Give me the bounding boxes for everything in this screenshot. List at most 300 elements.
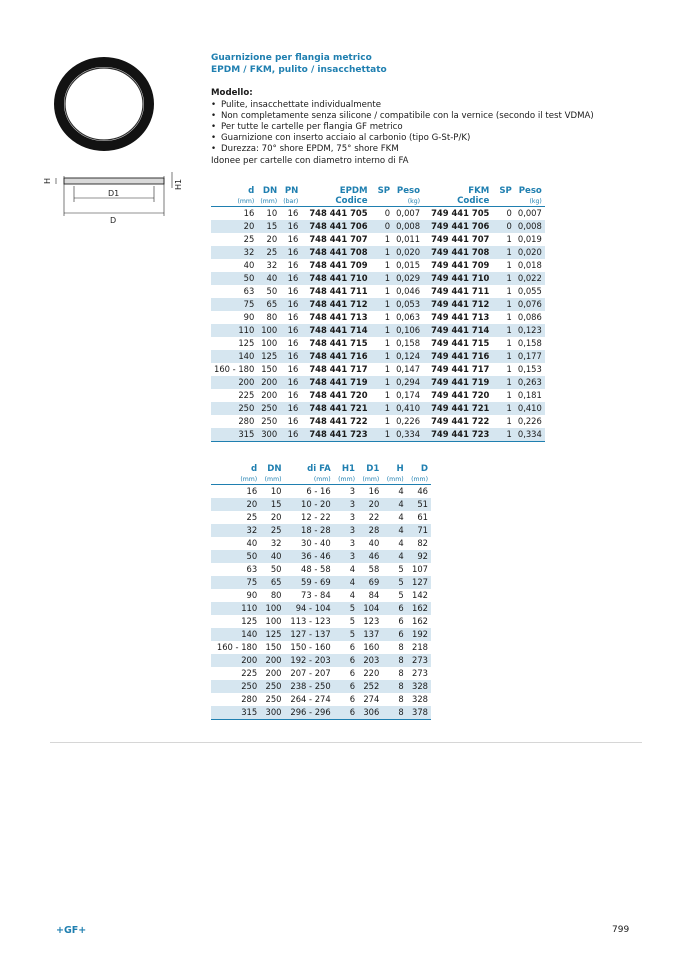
table-cell: 748 441 720 [309,390,368,400]
table-cell: 0,019 [517,234,542,244]
table-cell: 4 [349,564,356,574]
table-cell: 16 [280,350,301,363]
table-cell: 264 - 274 [290,694,331,704]
table-cell: 748 441 711 [309,286,368,296]
table-cell: 150 - 160 [290,642,331,652]
table-cell: 6 [349,642,356,652]
table-cell: 225 [241,668,258,678]
table-cell: 63 [246,564,258,574]
table-cell: 0,020 [393,246,423,259]
table-cell: 160 - 180 [214,364,255,374]
col-header: D [420,464,428,474]
col-header: D1 [366,464,380,474]
table-cell: 203 [358,654,382,667]
table-cell: 6 [334,680,358,693]
table-cell: 0,020 [515,246,545,259]
table-row [211,298,545,311]
table-cell: 250 [211,402,257,415]
table-cell: 200 [261,390,278,400]
table-row [211,550,431,563]
table-cell: 4 [349,590,356,600]
table-cell: 1 [506,312,512,322]
codes-table-units [211,197,545,207]
table-row [211,350,545,363]
model-bullets [211,100,594,155]
table-cell: 127 [407,576,431,589]
table-cell: 150 [265,642,282,652]
table-cell: 110 [211,602,260,615]
table-cell: 200 [211,376,257,389]
table-cell: 748 441 719 [301,376,371,389]
table-cell: 192 - 203 [285,654,334,667]
table-cell: 100 [265,616,282,626]
table-row [211,207,545,221]
table-cell: 100 [261,338,278,348]
table-cell: 0,015 [396,260,421,270]
table-cell: 140 [211,628,260,641]
table-cell: 0,177 [515,350,545,363]
table-cell: 749 441 717 [431,364,490,374]
table-row [211,576,431,589]
table-cell: 0,181 [517,390,542,400]
dimensions-table-units [211,475,431,485]
table-cell: 65 [257,298,280,311]
table-cell: 5 [334,628,358,641]
table-cell: 328 [407,680,431,693]
table-cell: 6 [334,654,358,667]
table-cell: 16 [280,376,301,389]
table-cell: 75 [211,298,257,311]
table-cell: 36 - 46 [285,550,334,563]
table-row [211,402,545,415]
table-cell: 8 [398,694,404,704]
table-cell: 218 [412,642,428,652]
table-cell: 200 [260,654,284,667]
table-row [211,428,545,442]
table-row [211,324,545,337]
table-cell: 16 [280,298,301,311]
table-cell: 3 [349,512,356,522]
table-row [211,511,431,524]
table-row [211,337,545,350]
table-cell: 6 [349,668,356,678]
table-row [211,485,431,499]
table-cell: 1 [384,390,391,400]
table-cell: 5 [349,616,356,626]
table-cell: 16 [246,486,258,496]
table-cell: 50 [211,550,260,563]
col-unit: (mm) [382,475,406,485]
table-cell: 749 441 708 [423,246,493,259]
product-title-line1: Guarnizione per flangia metrico [211,53,372,63]
table-cell: 300 [260,706,284,720]
table-cell: 296 - 296 [285,706,334,720]
table-cell: 273 [407,654,431,667]
table-cell: 0,007 [517,208,542,218]
table-row [211,706,431,720]
model-description [211,88,594,167]
table-cell: 1 [372,272,394,285]
table-cell: 32 [270,538,282,548]
table-cell: 238 - 250 [285,680,334,693]
table-cell: 113 - 123 [290,616,331,626]
table-cell: 200 [257,376,280,389]
table-cell: 4 [382,550,406,563]
dimensions-table-body [211,485,431,720]
table-cell: 250 [211,680,260,693]
model-bullet: • Guarnizione con inserto acciaio al carbonio (tipo G-St-P/K) [211,133,594,144]
table-cell: 75 [211,576,260,589]
table-cell: 250 [265,694,282,704]
table-cell: 1 [493,324,515,337]
table-cell: 0,007 [396,208,421,218]
table-cell: 1 [384,312,391,322]
table-cell: 100 [260,602,284,615]
table-cell: 71 [407,524,431,537]
table-row [211,602,431,615]
gasket-dimension-diagram [44,168,184,224]
table-cell: 0,046 [396,286,421,296]
diagram-label-h1: H1 [174,178,183,190]
table-cell: 6 [398,616,404,626]
col-unit: (kg) [393,197,423,207]
table-cell: 200 [211,654,260,667]
table-cell: 0,147 [396,364,421,374]
diagram-label-d: D [110,216,117,225]
table-row [211,615,431,628]
table-cell: 748 441 721 [301,402,371,415]
table-cell: 22 [368,512,380,522]
table-cell: 378 [407,706,431,720]
table-cell: 250 [260,680,284,693]
table-cell: 107 [412,564,428,574]
table-cell: 1 [493,428,515,442]
table-cell: 140 [211,350,257,363]
col-header: DN [267,464,282,474]
table-cell: 1 [506,338,512,348]
table-cell: 0,158 [517,338,542,348]
table-cell: 92 [407,550,431,563]
table-row [211,680,431,693]
table-cell: 3 [334,550,358,563]
table-cell: 748 441 707 [309,234,368,244]
table-cell: 10 - 20 [285,498,334,511]
table-cell: 90 [243,312,255,322]
table-cell: 16 [280,246,301,259]
col-header: FKM [468,186,490,196]
table-cell: 748 441 716 [301,350,371,363]
table-cell: 137 [358,628,382,641]
table-cell: 40 [243,260,255,270]
col-unit [493,197,515,207]
table-cell: 16 [287,338,299,348]
table-cell: 46 [358,550,382,563]
table-cell: 5 [398,564,404,574]
table-cell: 0,263 [515,376,545,389]
table-cell: 6 [334,706,358,720]
table-row [211,259,545,272]
table-cell: 8 [398,642,404,652]
model-bullet: • Durezza: 70° shore EPDM, 75° shore FKM [211,144,594,155]
table-cell: 0,174 [396,390,421,400]
col-unit: Codice [423,197,493,207]
table-cell: 0 [384,208,391,218]
table-cell: 0,153 [517,364,542,374]
table-cell: 1 [506,416,512,426]
table-cell: 16 [287,208,299,218]
table-row [211,272,545,285]
table-cell: 16 [287,390,299,400]
table-cell: 192 [407,628,431,641]
table-cell: 46 [417,486,428,496]
table-row [211,376,545,389]
model-heading: Modello: [211,88,253,98]
table-cell: 252 [358,680,382,693]
table-row [211,667,431,680]
table-cell: 0,018 [517,260,542,270]
table-cell: 16 [280,272,301,285]
table-cell: 4 [398,512,404,522]
table-row [211,363,545,376]
col-header: d [251,464,258,474]
table-cell: 160 - 180 [216,642,258,652]
table-cell: 749 441 722 [431,416,490,426]
table-row [211,415,545,428]
table-cell: 748 441 709 [309,260,368,270]
table-cell: 749 441 710 [423,272,493,285]
table-cell: 1 [372,428,394,442]
table-cell: 0,334 [515,428,545,442]
table-cell: 0,086 [517,312,542,322]
table-cell: 16 [287,260,299,270]
table-cell: 749 441 715 [431,338,490,348]
table-cell: 225 [238,390,255,400]
page-number: 799 [612,925,630,935]
table-cell: 207 - 207 [290,668,331,678]
codes-table [211,186,545,442]
table-cell: 200 [265,668,282,678]
table-cell: 8 [382,680,406,693]
col-unit: (kg) [515,197,545,207]
table-cell: 306 [358,706,382,720]
codes-table-header [211,186,545,197]
table-cell: 123 [363,616,380,626]
table-cell: 1 [506,260,512,270]
diagram-label-h: H [43,177,52,184]
table-cell: 4 [382,498,406,511]
table-cell: 749 441 712 [423,298,493,311]
product-title-line2: EPDM / FKM, pulito / insacchettato [211,65,387,75]
table-row [211,537,431,550]
diagram-label-d1: D1 [108,189,120,198]
table-cell: 30 - 40 [301,538,331,548]
table-cell: 0,410 [393,402,423,415]
col-unit: (mm) [257,197,280,207]
table-cell: 1 [372,324,394,337]
table-cell: 110 [211,324,257,337]
table-cell: 0 [372,220,394,233]
col-unit: (mm) [358,475,382,485]
col-unit: (mm) [285,475,334,485]
table-cell: 150 [261,364,278,374]
table-cell: 0,410 [515,402,545,415]
table-cell: 20 [211,498,260,511]
table-cell: 18 - 28 [285,524,334,537]
table-cell: 0,063 [396,312,421,322]
table-cell: 127 - 137 [285,628,334,641]
table-cell: 16 [368,486,380,496]
table-row [211,233,545,246]
table-cell: 8 [398,668,404,678]
dimensions-table-header [211,464,431,475]
table-cell: 16 [280,428,301,442]
table-row [211,563,431,576]
table-cell: 160 [363,642,380,652]
table-cell: 142 [412,590,428,600]
table-cell: 63 [243,286,255,296]
model-bullet: • Per tutte le cartelle per flangia GF metrico [211,122,594,133]
col-unit: (mm) [260,475,284,485]
table-cell: 280 [238,416,255,426]
model-bullet: • Pulite, insacchettate individualmente [211,100,594,111]
table-cell: 280 [241,694,258,704]
table-cell: 0,334 [393,428,423,442]
table-cell: 40 [260,550,284,563]
table-cell: 0 [493,220,515,233]
model-note: Idonee per cartelle con diametro interno di FA [211,156,409,166]
model-bullet: • Non completamente senza silicone / compatibile con la vernice (secondo il test VDMA) [211,111,594,122]
table-cell: 1 [493,298,515,311]
table-cell: 0 [506,208,512,218]
table-cell: 94 - 104 [285,602,334,615]
table-cell: 15 [257,220,280,233]
table-cell: 748 441 723 [301,428,371,442]
table-cell: 315 [211,428,257,442]
col-header: SP [499,186,512,196]
table-cell: 748 441 710 [301,272,371,285]
col-unit: (mm) [211,197,257,207]
table-row [211,654,431,667]
col-unit: (mm) [211,475,260,485]
table-cell: 0,011 [396,234,421,244]
table-cell: 1 [372,402,394,415]
table-cell: 4 [398,486,404,496]
col-header: Peso [518,186,542,196]
table-cell: 100 [257,324,280,337]
table-cell: 1 [493,376,515,389]
table-row [211,641,431,654]
table-cell: 16 [287,234,299,244]
table-cell: 16 [280,324,301,337]
table-cell: 40 [368,538,380,548]
table-cell: 8 [382,706,406,720]
table-cell: 300 [257,428,280,442]
table-cell: 5 [382,576,406,589]
gf-logo: +GF+ [56,925,87,936]
table-cell: 749 441 714 [423,324,493,337]
gasket-ring-image [52,56,156,152]
table-cell: 1 [372,246,394,259]
table-cell: 0,076 [515,298,545,311]
table-cell: 749 441 705 [431,208,490,218]
table-cell: 6 [382,628,406,641]
table-cell: 1 [372,298,394,311]
table-cell: 748 441 708 [301,246,371,259]
table-cell: 10 [266,208,278,218]
table-cell: 748 441 715 [309,338,368,348]
table-cell: 4 [382,524,406,537]
table-cell: 50 [266,286,278,296]
table-cell: 6 [349,694,356,704]
table-cell: 8 [382,654,406,667]
table-cell: 1 [493,272,515,285]
table-cell: 273 [412,668,428,678]
table-cell: 58 [368,564,380,574]
table-cell: 50 [211,272,257,285]
table-cell: 748 441 713 [309,312,368,322]
table-cell: 16 [287,286,299,296]
table-row [211,389,545,402]
table-cell: 61 [417,512,428,522]
table-cell: 748 441 705 [309,208,368,218]
table-cell: 748 441 717 [309,364,368,374]
table-cell: 5 [398,590,404,600]
table-cell: 3 [349,538,356,548]
table-cell: 162 [412,616,428,626]
col-header: di FA [307,464,331,474]
table-cell: 1 [493,350,515,363]
table-cell: 748 441 714 [301,324,371,337]
table-cell: 0,008 [515,220,545,233]
table-cell: 80 [270,590,282,600]
table-cell: 25 [260,524,284,537]
table-cell: 6 - 16 [306,486,331,496]
col-header: d [248,186,255,196]
table-cell: 73 - 84 [301,590,331,600]
col-unit: Codice [301,197,371,207]
table-cell: 220 [363,668,380,678]
table-cell: 16 [287,416,299,426]
table-cell: 749 441 711 [431,286,490,296]
table-cell: 40 [257,272,280,285]
table-cell: 1 [506,286,512,296]
table-cell: 3 [334,498,358,511]
table-cell: 0,022 [515,272,545,285]
table-cell: 0,106 [393,324,423,337]
table-cell: 59 - 69 [285,576,334,589]
table-cell: 48 - 58 [301,564,331,574]
table-row [211,220,545,233]
table-cell: 1 [384,364,391,374]
table-cell: 250 [261,416,278,426]
table-cell: 0,124 [393,350,423,363]
table-cell: 4 [398,538,404,548]
table-row [211,628,431,641]
table-cell: 90 [246,590,258,600]
table-cell: 1 [384,234,391,244]
table-cell: 4 [334,576,358,589]
table-cell: 125 [257,350,280,363]
table-row [211,311,545,324]
table-cell: 1 [506,234,512,244]
table-cell: 1 [384,416,391,426]
col-header: PN [284,186,299,196]
table-cell: 10 [270,486,282,496]
table-cell: 1 [384,260,391,270]
table-cell: 250 [257,402,280,415]
table-cell: 749 441 716 [423,350,493,363]
table-cell: 0,226 [517,416,542,426]
